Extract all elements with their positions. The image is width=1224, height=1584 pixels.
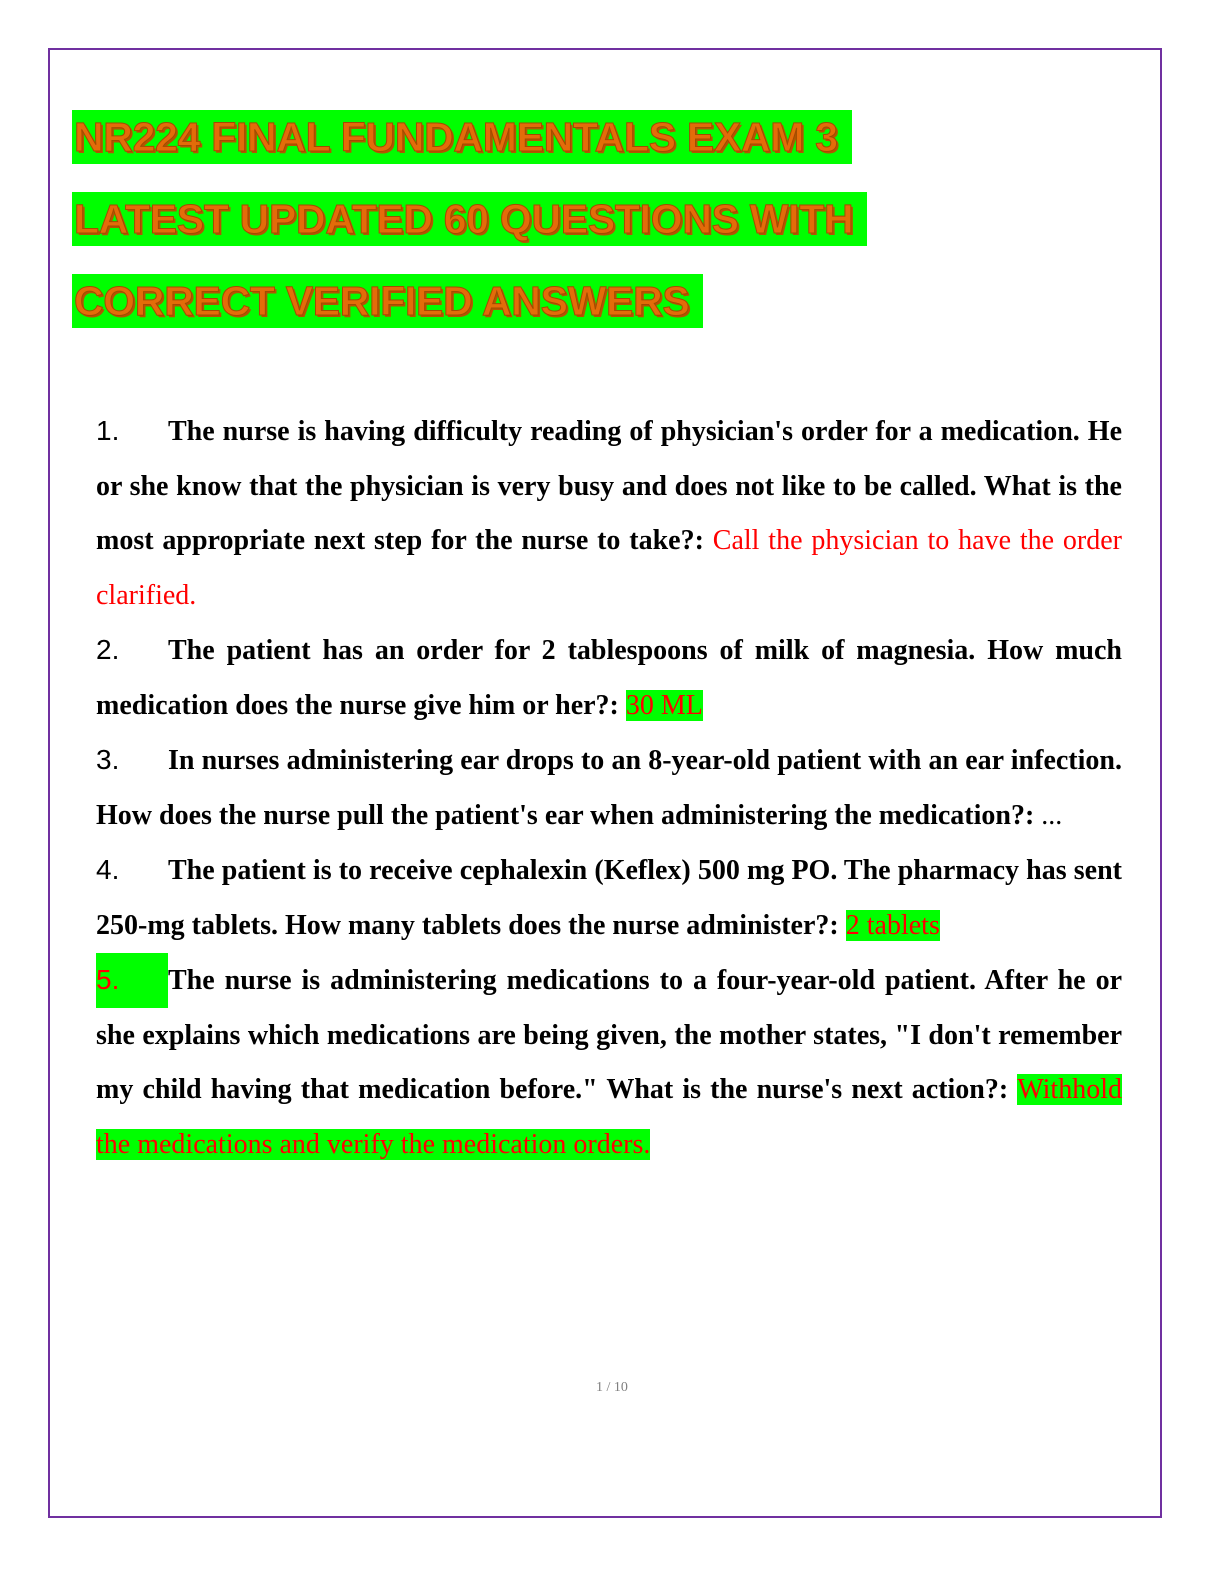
question-item-1 — [96, 404, 1122, 623]
question-number: 1. — [96, 415, 120, 446]
question-text: The nurse is administering medications to a four-year-old patient. After he or she explains which medications are being given, the mother states, "I don't remember my child having that medication before." What is the nurse's next action?: — [96, 965, 1122, 1105]
question-text: In nurses administering ear drops to an 8-year-old patient with an ear infection. How does the nurse pull the patient's ear when administering the medication?: — [96, 745, 1122, 831]
question-number: 2. — [96, 634, 120, 665]
question-text: The patient has an order for 2 tablespoons of milk of magnesia. How much medication does the nurse give him or her?: — [96, 635, 1122, 721]
question-number: 5. — [96, 953, 168, 1008]
answer-text: 30 ML — [625, 689, 703, 721]
question-item-3 — [96, 733, 1122, 843]
title-line-2: LATEST UPDATED 60 QUESTIONS WITH — [72, 192, 1072, 274]
answer-text: 2 tablets — [845, 909, 940, 941]
document-title — [72, 110, 1072, 356]
question-item-2 — [96, 623, 1122, 733]
answer-text: Call the physician to have the order clarified. — [96, 525, 1122, 611]
question-number: 4. — [96, 854, 120, 885]
title-line-3: CORRECT VERIFIED ANSWERS — [72, 274, 1072, 356]
question-list — [96, 404, 1122, 1172]
question-item-5 — [96, 953, 1122, 1172]
question-item-4 — [96, 843, 1122, 953]
question-text: The patient is to receive cephalexin (Keflex) 500 mg PO. The pharmacy has sent 250-mg tablets. How many tablets does the nurse administer?: — [96, 855, 1122, 941]
title-line-1: NR224 FINAL FUNDAMENTALS EXAM 3 — [72, 110, 1072, 192]
answer-text: Withhold the medications and verify the medication orders. — [96, 1074, 1122, 1160]
question-text: The nurse is having difficulty reading of physician's order for a medication. He or she know that the physician is very busy and does not like to be called. What is the most appropriate next step for the nurse to take?: — [96, 416, 1122, 556]
question-number: 3. — [96, 744, 120, 775]
answer-text: ... — [1041, 799, 1063, 831]
page-indicator: 1 / 10 — [596, 1380, 628, 1395]
